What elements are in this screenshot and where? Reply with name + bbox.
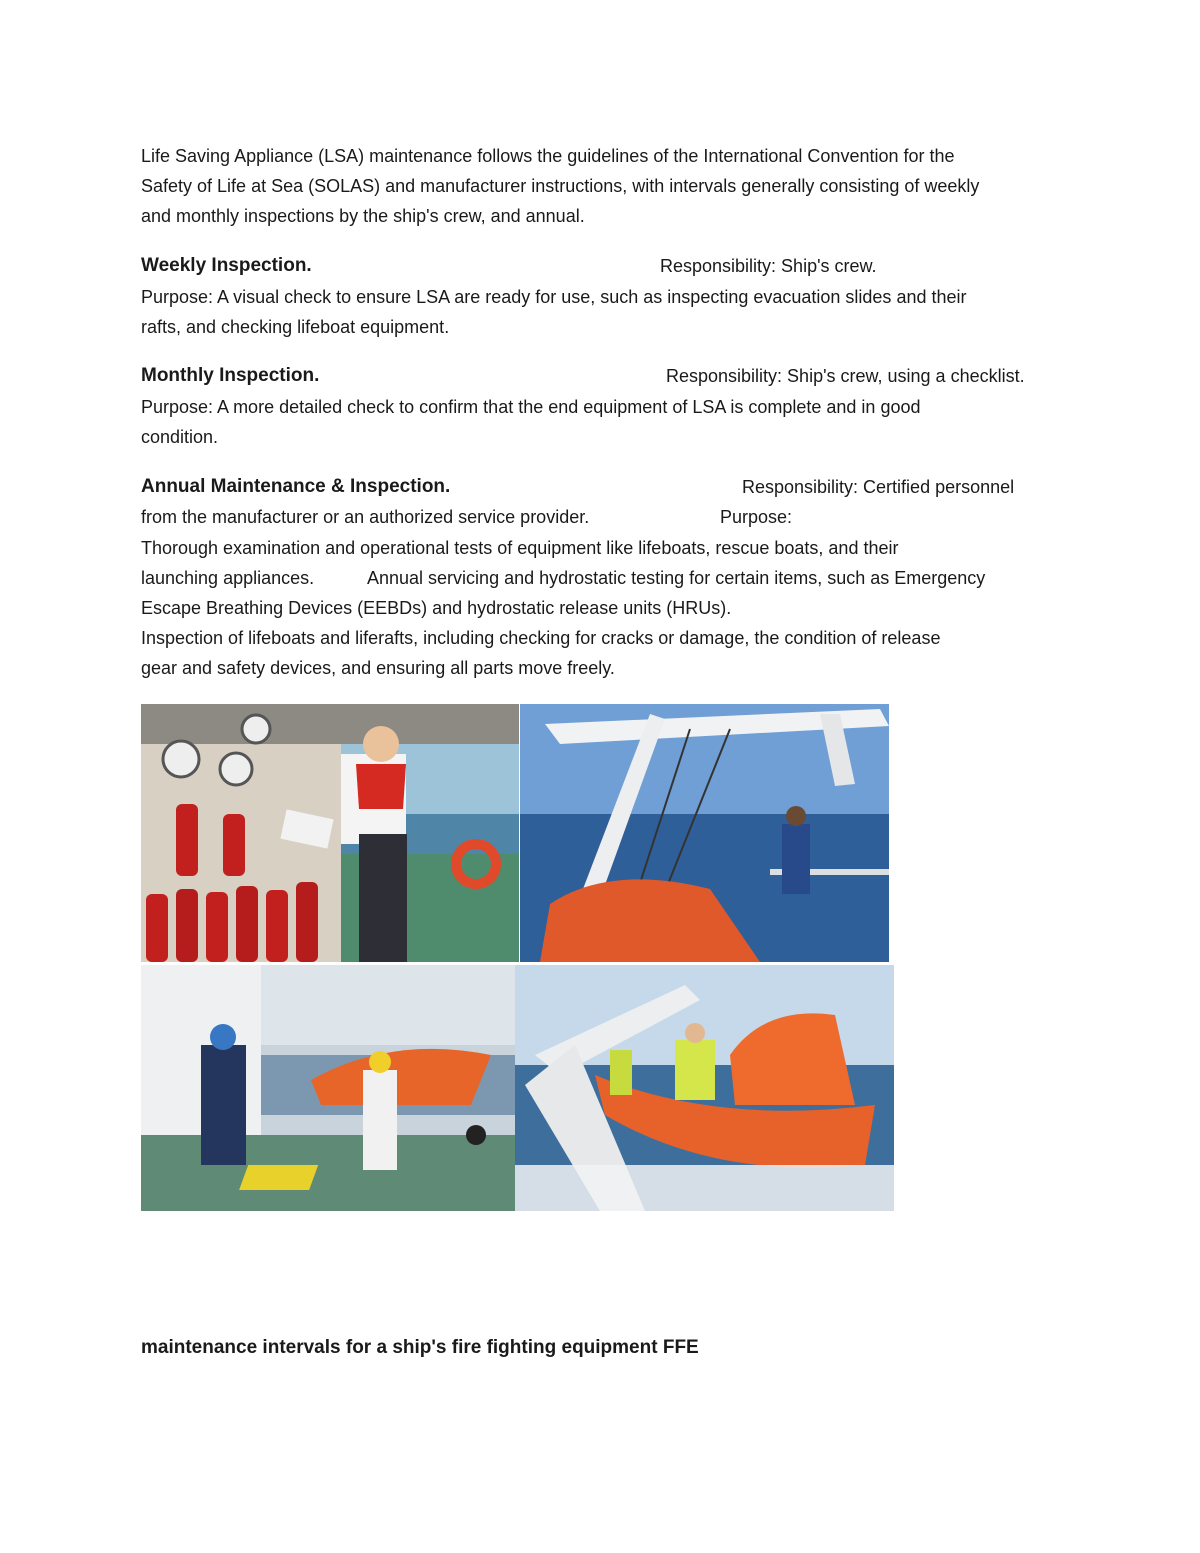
annual-purpose-label: Purpose: — [720, 507, 793, 527]
annual-line-4b: Annual servicing and hydrostatic testing for certain items, such as Emergency — [367, 568, 986, 588]
monthly-heading: Monthly Inspection. — [141, 365, 320, 386]
weekly-purpose-line-2: rafts, and checking lifeboat equipment. — [141, 317, 450, 337]
photo-crew-lifeboat-hoist — [141, 965, 515, 1211]
annual-line-5: Escape Breathing Devices (EEBDs) and hydrostatic release units (HRUs). — [141, 598, 732, 618]
weekly-responsibility: Responsibility: Ship's crew. — [660, 256, 877, 276]
annual-responsibility-line-2: from the manufacturer or an authorized service provider. — [141, 507, 590, 527]
annual-line-3: Thorough examination and operational tests of equipment like lifeboats, rescue boats, and their — [141, 538, 899, 558]
photo-orange-rescue-boat — [515, 965, 894, 1211]
weekly-purpose-line-1: Purpose: A visual check to ensure LSA are ready for use, such as inspecting evacuation slides and their — [141, 287, 967, 307]
photo-crew-inspecting-extinguishers — [141, 704, 519, 962]
monthly-responsibility: Responsibility: Ship's crew, using a checklist. — [666, 366, 1025, 386]
intro-line-3: and monthly inspections by the ship's crew, and annual. — [141, 206, 585, 226]
weekly-heading: Weekly Inspection. — [141, 255, 312, 276]
ffe-heading: maintenance intervals for a ship's fire fighting equipment FFE — [141, 1337, 699, 1358]
annual-line-7: gear and safety devices, and ensuring all parts move freely. — [141, 658, 615, 678]
annual-heading: Annual Maintenance & Inspection. — [141, 476, 451, 497]
annual-line-6: Inspection of lifeboats and liferafts, including checking for cracks or damage, the condition of release — [141, 628, 941, 648]
intro-line-2: Safety of Life at Sea (SOLAS) and manufacturer instructions, with intervals generally consisting of weekly — [141, 176, 980, 196]
annual-line-4a: launching appliances. — [141, 568, 315, 588]
intro-line-1: Life Saving Appliance (LSA) maintenance follows the guidelines of the International Convention for the — [141, 146, 955, 166]
monthly-purpose-line-2: condition. — [141, 427, 219, 447]
annual-responsibility-line-1: Responsibility: Certified personnel — [742, 477, 1015, 497]
monthly-purpose-line-1: Purpose: A more detailed check to confirm that the end equipment of LSA is complete and in good — [141, 397, 921, 417]
photo-lifeboat-davit-sea — [520, 704, 889, 962]
